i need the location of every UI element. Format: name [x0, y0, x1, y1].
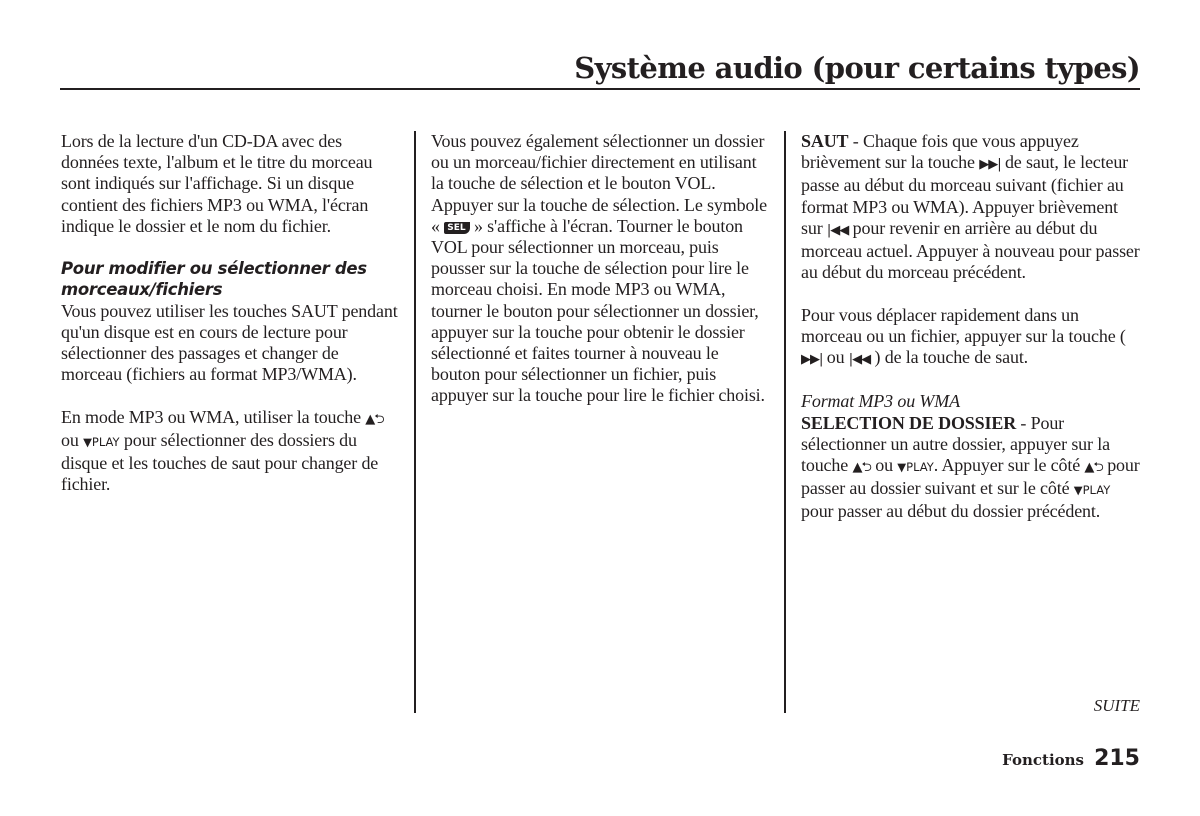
column-2: [431, 131, 771, 407]
saut-label: SAUT: [801, 131, 849, 151]
paragraph-skip: Vous pouvez utiliser les touches SAUT pendant qu'un disque est en cours de lecture pour sélectionner des passages et changer de morceau (fichiers au format MP3/WMA).: [61, 300, 398, 385]
paragraph-saut: [801, 131, 1141, 283]
column-3: [801, 131, 1141, 523]
text-segment: pour sélectionner des dossiers du disque et les touches de saut pour changer de fichier.: [61, 429, 379, 495]
play-down-icon: ▼PLAY: [83, 434, 120, 449]
paragraph-folder-select: [801, 413, 1141, 523]
page-title: Système audio (pour certains types): [574, 51, 1140, 85]
format-heading: Format MP3 ou WMA: [801, 391, 960, 412]
footer-section: Fonctions: [1002, 751, 1084, 769]
folder-up-icon: ▲⮌: [852, 460, 871, 476]
continued-label: SUITE: [1093, 696, 1140, 715]
paragraph-rapid: [801, 305, 1141, 371]
text-segment: Pour vous déplacer rapidement dans un morceau ou un fichier, appuyer sur la touche (: [801, 304, 1126, 346]
skip-prev-icon: |◀◀: [826, 222, 849, 238]
paragraph-mp3-mode: [61, 407, 401, 496]
play-down-icon: ▼PLAY: [897, 460, 934, 475]
text-segment: pour passer au dossier suivant et sur le côté: [801, 455, 1140, 499]
column-1: [61, 131, 401, 495]
text-segment: ou: [875, 455, 893, 476]
page-number: 215: [1094, 746, 1140, 771]
text-segment: . Appuyer sur le côté: [933, 455, 1081, 476]
sel-symbol-icon: SEL: [444, 222, 469, 234]
text-segment: - Pour sélectionner un autre dossier, appuyer sur la touche: [801, 412, 1110, 476]
text-segment: » s'affiche à l'écran. Tourner le bouton VOL pour sélectionner un morceau, puis pousser sur la touche de sélection pour lire le morceau choisi. En mode MP3 ou WMA, tourner le bouton pour sélectionner un dossier, appuyer sur la touche pour obtenir le dossier sélectionné et faites tourner à nouveau le bouton pour sélectionner un fichier, puis appuyer sur la touche pour lire le fichier choisi.: [431, 215, 765, 406]
skip-next-icon: ▶▶|: [801, 352, 823, 368]
text-segment: En mode MP3 ou WMA, utiliser la touche: [61, 406, 361, 427]
text-segment: pour passer au début du dossier précédent.: [801, 501, 1101, 522]
text-segment: ou: [826, 347, 845, 368]
play-down-icon: ▼PLAY: [1073, 483, 1111, 498]
section-heading: Pour modifier ou sélectionner des morceaux/fichiers: [61, 259, 367, 300]
text-segment: de saut, le lecteur passe au début du morceau suivant (fichier au format MP3 ou WMA). Appuyer brièvement sur: [801, 152, 1129, 238]
text-segment: Vous pouvez également sélectionner un dossier ou un morceau/fichier directement en utilisant la touche de sélection et le bouton VOL. Appuyer sur la touche de sélection. Le symbole «: [431, 131, 767, 236]
skip-prev-icon: |◀◀: [848, 352, 871, 368]
text-segment: pour revenir en arrière au début du morceau actuel. Appuyer à nouveau pour passer au début du morceau précédent.: [801, 217, 1140, 283]
text-segment: - Chaque fois que vous appuyez brièvement sur la touche: [801, 131, 1079, 173]
title-rule: [60, 88, 1140, 90]
folder-up-icon: ▲⮌: [1084, 460, 1103, 476]
skip-next-icon: ▶▶|: [979, 157, 1001, 173]
folder-up-icon: ▲⮌: [365, 411, 384, 427]
folder-select-label: SELECTION DE DOSSIER: [801, 412, 1017, 433]
paragraph-selection: [431, 131, 771, 407]
text-segment: ou: [61, 429, 79, 450]
paragraph-intro: Lors de la lecture d'un CD-DA avec des données texte, l'album et le titre du morceau sont indiqués sur l'affichage. Si un disque contient des fichiers MP3 ou WMA, l'écran indique le dossier et le nom du fichier.: [61, 131, 373, 236]
column-divider: [784, 131, 786, 713]
column-divider: [414, 131, 416, 713]
text-segment: ) de la touche de saut.: [874, 347, 1029, 368]
